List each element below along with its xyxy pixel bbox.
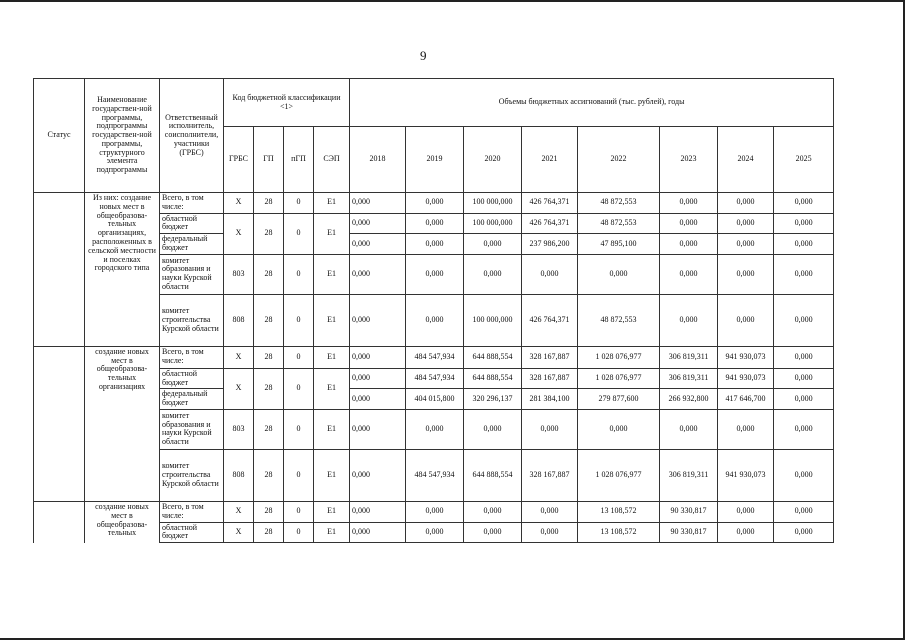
pgp-cell: 0 — [284, 522, 314, 543]
value-cell: 0,000 — [774, 294, 834, 346]
header-status: Статус — [34, 79, 85, 193]
value-cell: 0,000 — [660, 234, 718, 255]
value-cell: 48 872,553 — [578, 193, 660, 214]
executor-cell: областной бюджет — [160, 522, 224, 543]
header-volumes: Объемы бюджетных ассигнований (тыс. рублей), годы — [350, 79, 834, 127]
value-cell: 417 646,700 — [718, 389, 774, 410]
value-cell: 0,000 — [578, 409, 660, 449]
value-cell: 0,000 — [350, 449, 406, 501]
value-cell: 328 167,887 — [522, 449, 578, 501]
value-cell: 404 015,800 — [406, 389, 464, 410]
grbs-cell: Х — [224, 346, 254, 368]
value-cell: 941 930,073 — [718, 449, 774, 501]
pgp-cell: 0 — [284, 346, 314, 368]
header-year-2023: 2023 — [660, 127, 718, 193]
sep-cell: Е1 — [314, 449, 350, 501]
value-cell: 644 888,554 — [464, 368, 522, 389]
value-cell: 0,000 — [660, 294, 718, 346]
sep-cell: Е1 — [314, 409, 350, 449]
executor-cell: областной бюджет — [160, 213, 224, 234]
header-executor: Ответственный исполнитель, соисполнители, участники (ГРБС) — [160, 79, 224, 193]
value-cell: 47 895,100 — [578, 234, 660, 255]
value-cell: 0,000 — [350, 193, 406, 214]
pgp-cell: 0 — [284, 294, 314, 346]
value-cell: 306 819,311 — [660, 368, 718, 389]
value-cell: 0,000 — [774, 234, 834, 255]
value-cell: 0,000 — [350, 368, 406, 389]
pgp-cell: 0 — [284, 501, 314, 522]
executor-cell: Всего, в том числе: — [160, 501, 224, 522]
value-cell: 0,000 — [406, 193, 464, 214]
sep-cell: Е1 — [314, 346, 350, 368]
value-cell: 426 764,371 — [522, 294, 578, 346]
sep-cell: Е1 — [314, 254, 350, 294]
value-cell: 279 877,600 — [578, 389, 660, 410]
header-code-grbs: ГРБС — [224, 127, 254, 193]
gp-cell: 28 — [254, 501, 284, 522]
pgp-cell: 0 — [284, 368, 314, 409]
header-code-pgp: пГП — [284, 127, 314, 193]
value-cell: 0,000 — [522, 522, 578, 543]
value-cell: 1 028 076,977 — [578, 346, 660, 368]
grbs-cell: 808 — [224, 449, 254, 501]
value-cell: 484 547,934 — [406, 346, 464, 368]
header-year-2024: 2024 — [718, 127, 774, 193]
value-cell: 0,000 — [774, 449, 834, 501]
executor-cell: федеральный бюджет — [160, 389, 224, 410]
table-row — [34, 193, 834, 214]
value-cell: 0,000 — [774, 254, 834, 294]
value-cell: 0,000 — [774, 389, 834, 410]
pgp-cell: 0 — [284, 193, 314, 214]
value-cell: 0,000 — [350, 213, 406, 234]
value-cell: 0,000 — [660, 409, 718, 449]
header-year-2022: 2022 — [578, 127, 660, 193]
value-cell: 100 000,000 — [464, 294, 522, 346]
status-cell — [34, 346, 85, 501]
value-cell: 0,000 — [350, 294, 406, 346]
status-cell — [34, 193, 85, 347]
value-cell: 100 000,000 — [464, 213, 522, 234]
value-cell: 0,000 — [660, 254, 718, 294]
value-cell: 0,000 — [350, 234, 406, 255]
value-cell: 0,000 — [406, 234, 464, 255]
value-cell: 0,000 — [660, 213, 718, 234]
program-name-cell: создание новых мест в общеобразова-тельных организациях — [85, 346, 160, 501]
sep-cell: Е1 — [314, 368, 350, 409]
header-code-sep: СЭП — [314, 127, 350, 193]
value-cell: 281 384,100 — [522, 389, 578, 410]
value-cell: 0,000 — [774, 346, 834, 368]
value-cell: 0,000 — [774, 213, 834, 234]
grbs-cell: Х — [224, 193, 254, 214]
value-cell: 320 296,137 — [464, 389, 522, 410]
value-cell: 0,000 — [406, 213, 464, 234]
value-cell: 0,000 — [660, 193, 718, 214]
value-cell: 0,000 — [774, 501, 834, 522]
grbs-cell: Х — [224, 368, 254, 409]
header-year-2020: 2020 — [464, 127, 522, 193]
value-cell: 0,000 — [464, 409, 522, 449]
grbs-cell: Х — [224, 501, 254, 522]
pgp-cell: 0 — [284, 254, 314, 294]
value-cell: 0,000 — [718, 522, 774, 543]
value-cell: 0,000 — [350, 409, 406, 449]
value-cell: 0,000 — [718, 409, 774, 449]
value-cell: 0,000 — [522, 254, 578, 294]
top-border-line — [0, 0, 905, 2]
executor-cell: комитет строительства Курской области — [160, 449, 224, 501]
value-cell: 306 819,311 — [660, 449, 718, 501]
sep-cell: Е1 — [314, 522, 350, 543]
pgp-cell: 0 — [284, 449, 314, 501]
header-year-2018: 2018 — [350, 127, 406, 193]
value-cell: 0,000 — [718, 213, 774, 234]
gp-cell: 28 — [254, 368, 284, 409]
value-cell: 48 872,553 — [578, 294, 660, 346]
gp-cell: 28 — [254, 346, 284, 368]
sep-cell: Е1 — [314, 501, 350, 522]
value-cell: 0,000 — [718, 254, 774, 294]
header-program-name: Наименование государствен-ной программы, подпрограммы государствен-ной программы, структурного элемента подпрограммы — [85, 79, 160, 193]
status-cell — [34, 501, 85, 542]
executor-cell: областной бюджет — [160, 368, 224, 389]
budget-table — [33, 78, 834, 543]
table-row — [34, 346, 834, 368]
program-name-cell: создание новых мест в общеобразова-тельных — [85, 501, 160, 542]
pgp-cell: 0 — [284, 213, 314, 254]
value-cell: 644 888,554 — [464, 346, 522, 368]
value-cell: 0,000 — [718, 501, 774, 522]
value-cell: 0,000 — [406, 254, 464, 294]
value-cell: 0,000 — [522, 501, 578, 522]
value-cell: 266 932,800 — [660, 389, 718, 410]
pgp-cell: 0 — [284, 409, 314, 449]
value-cell: 0,000 — [464, 234, 522, 255]
gp-cell: 28 — [254, 254, 284, 294]
executor-cell: комитет образования и науки Курской области — [160, 254, 224, 294]
program-name-cell: Из них: создание новых мест в общеобразова-тельных организациях, расположенных в сельской местности и поселках городского типа — [85, 193, 160, 347]
value-cell: 0,000 — [578, 254, 660, 294]
gp-cell: 28 — [254, 294, 284, 346]
value-cell: 0,000 — [718, 294, 774, 346]
executor-cell: федеральный бюджет — [160, 234, 224, 255]
gp-cell: 28 — [254, 449, 284, 501]
value-cell: 0,000 — [522, 409, 578, 449]
value-cell: 484 547,934 — [406, 368, 464, 389]
header-year-2019: 2019 — [406, 127, 464, 193]
value-cell: 426 764,371 — [522, 193, 578, 214]
sep-cell: Е1 — [314, 193, 350, 214]
gp-cell: 28 — [254, 213, 284, 254]
value-cell: 941 930,073 — [718, 346, 774, 368]
value-cell: 941 930,073 — [718, 368, 774, 389]
grbs-cell: Х — [224, 213, 254, 254]
grbs-cell: Х — [224, 522, 254, 543]
value-cell: 0,000 — [406, 522, 464, 543]
executor-cell: Всего, в том числе: — [160, 193, 224, 214]
sep-cell: Е1 — [314, 294, 350, 346]
value-cell: 0,000 — [406, 409, 464, 449]
value-cell: 100 000,000 — [464, 193, 522, 214]
executor-cell: Всего, в том числе: — [160, 346, 224, 368]
value-cell: 1 028 076,977 — [578, 449, 660, 501]
value-cell: 0,000 — [774, 368, 834, 389]
value-cell: 13 108,572 — [578, 522, 660, 543]
value-cell: 426 764,371 — [522, 213, 578, 234]
sep-cell: Е1 — [314, 213, 350, 254]
grbs-cell: 803 — [224, 254, 254, 294]
value-cell: 644 888,554 — [464, 449, 522, 501]
value-cell: 328 167,887 — [522, 346, 578, 368]
value-cell: 1 028 076,977 — [578, 368, 660, 389]
value-cell: 0,000 — [464, 254, 522, 294]
value-cell: 0,000 — [718, 193, 774, 214]
header-year-2025: 2025 — [774, 127, 834, 193]
grbs-cell: 808 — [224, 294, 254, 346]
value-cell: 0,000 — [406, 501, 464, 522]
value-cell: 13 108,572 — [578, 501, 660, 522]
value-cell: 0,000 — [350, 501, 406, 522]
value-cell: 237 986,200 — [522, 234, 578, 255]
header-budget-code: Код бюджетной классификации <1> — [224, 79, 350, 127]
value-cell: 0,000 — [774, 409, 834, 449]
value-cell: 90 330,817 — [660, 522, 718, 543]
executor-cell: комитет образования и науки Курской области — [160, 409, 224, 449]
gp-cell: 28 — [254, 409, 284, 449]
value-cell: 90 330,817 — [660, 501, 718, 522]
value-cell: 48 872,553 — [578, 213, 660, 234]
value-cell: 0,000 — [464, 522, 522, 543]
value-cell: 0,000 — [350, 346, 406, 368]
value-cell: 484 547,934 — [406, 449, 464, 501]
grbs-cell: 803 — [224, 409, 254, 449]
value-cell: 0,000 — [774, 193, 834, 214]
gp-cell: 28 — [254, 522, 284, 543]
value-cell: 0,000 — [350, 254, 406, 294]
value-cell: 0,000 — [350, 389, 406, 410]
value-cell: 328 167,887 — [522, 368, 578, 389]
value-cell: 0,000 — [350, 522, 406, 543]
value-cell: 0,000 — [406, 294, 464, 346]
value-cell: 0,000 — [774, 522, 834, 543]
table-row — [34, 501, 834, 522]
value-cell: 0,000 — [464, 501, 522, 522]
executor-cell: комитет строительства Курской области — [160, 294, 224, 346]
header-code-gp: ГП — [254, 127, 284, 193]
value-cell: 0,000 — [718, 234, 774, 255]
value-cell: 306 819,311 — [660, 346, 718, 368]
page-number: 9 — [420, 48, 427, 63]
header-year-2021: 2021 — [522, 127, 578, 193]
gp-cell: 28 — [254, 193, 284, 214]
